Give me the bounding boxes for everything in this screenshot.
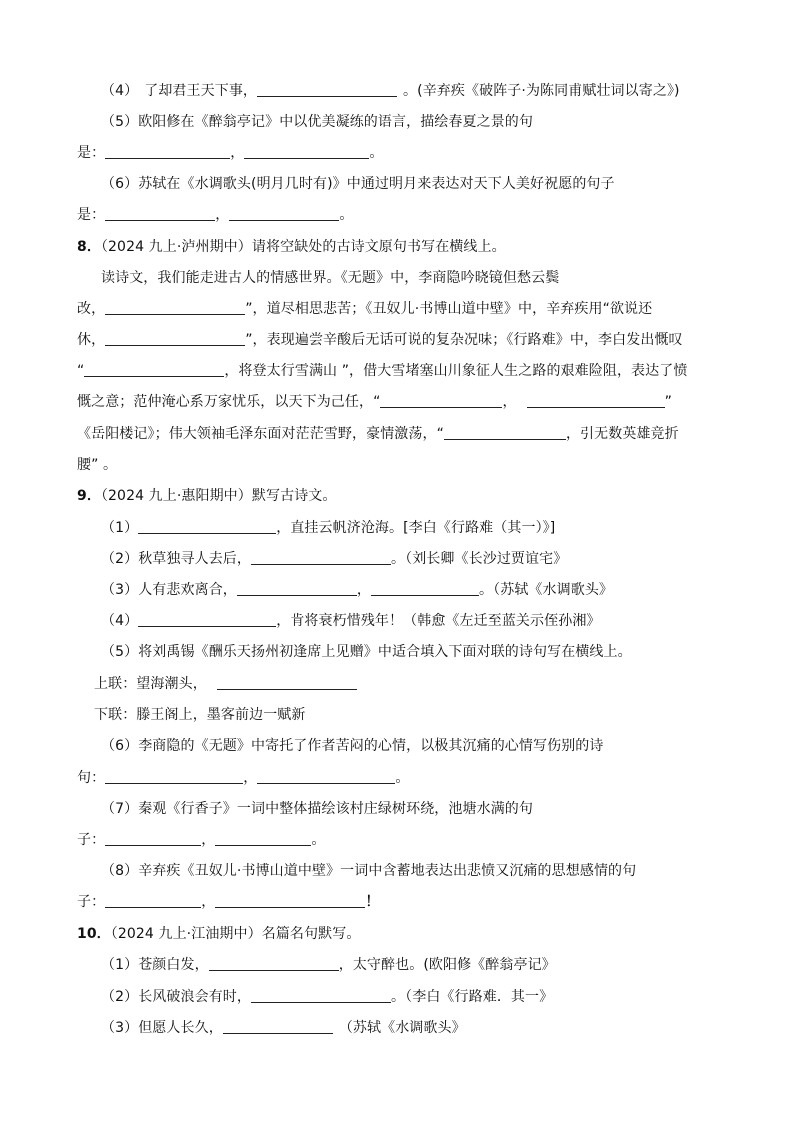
q9-item-6-answer-line: 句： ， 。 — [77, 770, 410, 786]
answer-blank[interactable] — [105, 299, 245, 315]
answer-blank[interactable] — [215, 892, 365, 908]
answer-blank[interactable] — [380, 392, 502, 408]
q10-item-2: （2）长风破浪会有时， 。（李白《行路难．其一》 — [101, 989, 554, 1005]
q8-passage-line-4: “ ，将登太行雪满山 ”，借大雪堵塞山川象征人生之路的艰难险阻，表达了愤 — [77, 363, 688, 379]
q8-passage-line-7: 腰” 。 — [77, 457, 118, 473]
answer-blank[interactable] — [84, 361, 224, 377]
answer-blank[interactable] — [105, 143, 230, 159]
q9-item-3: （3）人有悲欢离合， ， 。（苏轼《水调歌头》 — [101, 582, 614, 598]
q7-item-6: （6）苏轼在《水调歌头(明月几时有)》中通过明月来表达对天下人美好祝愿的句子 — [101, 176, 615, 192]
answer-blank[interactable] — [105, 892, 201, 908]
answer-blank[interactable] — [527, 392, 665, 408]
answer-blank[interactable] — [105, 768, 243, 784]
q9-item-8: （8）辛弃疾《丑奴儿·书博山道中壁》一词中含蓄地表达出悲愤又沉痛的思想感情的句 — [101, 863, 637, 879]
q9-item-5: （5）将刘禹锡《酬乐天扬州初逢席上见赠》中适合填入下面对联的诗句写在横线上。 — [101, 644, 632, 660]
q9-item-7: （7）秦观《行香子》一词中整体描绘该村庄绿树环绕，池塘水满的句 — [101, 801, 534, 817]
answer-blank[interactable] — [217, 674, 357, 690]
q9-item-6: （6）李商隐的《无题》中寄托了作者苦闷的心情，以极其沉痛的心情写伤别的诗 — [101, 738, 604, 754]
answer-blank[interactable] — [371, 580, 479, 596]
answer-blank[interactable] — [251, 549, 391, 565]
answer-blank[interactable] — [215, 830, 311, 846]
answer-blank[interactable] — [105, 205, 215, 221]
q8-passage-line-5: 慨之意；范仲淹心系万家忧乐，以天下为己任，“ ， ” — [77, 394, 672, 410]
answer-blank[interactable] — [237, 580, 357, 596]
question-source: （2024 九上·惠阳期中） — [100, 488, 252, 504]
answer-blank[interactable] — [138, 611, 276, 627]
answer-blank[interactable] — [257, 768, 395, 784]
answer-blank[interactable] — [444, 424, 566, 440]
q8-passage-line-1: 读诗文，我们能走进古人的情感世界。《无题》中，李商隐吟晓镜但愁云鬓 — [101, 270, 560, 286]
q9-couplet-lower: 下联：滕王阁上，墨客前边一赋新 — [94, 707, 306, 723]
question-source: （2024 九上·江油期中） — [110, 926, 262, 942]
answer-blank[interactable] — [229, 205, 339, 221]
answer-blank[interactable] — [138, 518, 276, 534]
question-9-header: 9．（2024 九上·惠阳期中）默写古诗文。 — [77, 488, 337, 504]
q9-item-1: （1） ，直挂云帆济沧海。[李白《行路难（其一）》] — [101, 520, 556, 536]
q7-item-6-answer-line: 是： ， 。 — [77, 207, 354, 223]
q8-passage-line-6: 《岳阳楼记》；伟大领袖毛泽东面对茫茫雪野，豪情激荡，“ ，引无数英雄竞折 — [77, 426, 679, 442]
answer-blank[interactable] — [251, 987, 391, 1003]
q10-item-1: （1）苍颜白发， ，太守醉也。(欧阳修《醉翁亭记》 — [101, 957, 556, 973]
answer-blank[interactable] — [223, 1018, 333, 1034]
question-8-header: 8．（2024 九上·泸州期中）请将空缺处的古诗文原句书写在横线上。 — [77, 239, 506, 255]
answer-blank[interactable] — [105, 830, 201, 846]
q8-passage-line-2: 改， ”，道尽相思悲苦；《丑奴儿·书博山道中壁》中，辛弃疾用“欲说还 — [77, 301, 653, 317]
q7-item-5-answer-line: 是： ， 。 — [77, 145, 384, 161]
q9-item-2: （2）秋草独寻人去后， 。（刘长卿《长沙过贾谊宅》 — [101, 551, 568, 567]
answer-blank[interactable] — [209, 955, 339, 971]
answer-blank[interactable] — [244, 143, 369, 159]
q9-couplet-upper: 上联：望海潮头， — [94, 673, 357, 695]
question-source: （2024 九上·泸州期中） — [100, 239, 252, 255]
question-10-header: 10．（2024 九上·江油期中）名篇名句默写。 — [77, 926, 361, 942]
q10-item-3: （3）但愿人长久， （苏轼《水调歌头》 — [101, 1020, 466, 1036]
q8-passage-line-3: 休， ”，表现遍尝辛酸后无话可说的复杂况味；《行路难》中，李白发出慨叹 — [77, 332, 683, 348]
answer-blank[interactable] — [105, 330, 245, 346]
q7-item-5: （5）欧阳修在《醉翁亭记》中以优美凝练的语言，描绘春夏之景的句 — [101, 114, 534, 130]
q9-item-4: （4） ，肯将衰朽惜残年！（韩愈《左迁至蓝关示侄孙湘》 — [101, 613, 601, 629]
answer-blank[interactable] — [257, 81, 397, 97]
q9-item-7-answer-line: 子： ， 。 — [77, 832, 326, 848]
q7-item-4: （4） 了却君王天下事， 。(辛弃疾《破阵子·为陈同甫赋壮词以寄之》) — [101, 83, 680, 99]
q9-item-8-answer-line: 子： ， ！ — [77, 894, 380, 910]
